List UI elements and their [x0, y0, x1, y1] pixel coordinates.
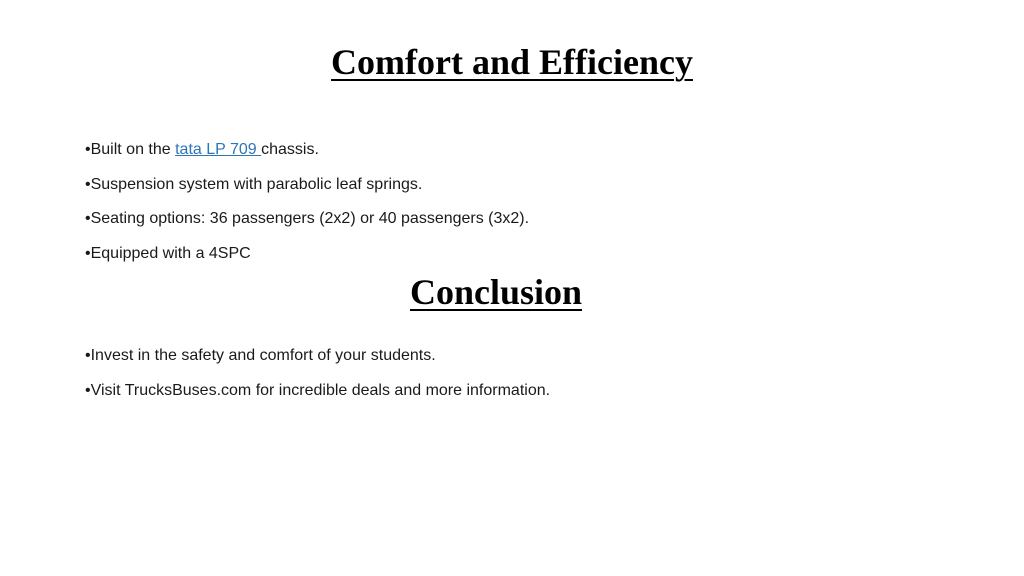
list-item: •Seating options: 36 passengers (2x2) or 40 passengers (3x2). [85, 210, 530, 227]
list-item [85, 141, 529, 176]
list-item: •Equipped with a 4SPC [85, 244, 251, 262]
comfort-bullet-list [85, 141, 529, 279]
bullet-text-suffix: chassis. [261, 141, 319, 158]
section-title-comfort-efficiency: Comfort and Efficiency [331, 42, 693, 82]
bullet-text-prefix: •Built on the [85, 141, 176, 158]
list-item: •Suspension system with parabolic leaf springs. [85, 175, 423, 193]
list-item: •Visit TrucksBuses.com for incredible deals and more information. [85, 381, 551, 399]
list-item: •Invest in the safety and comfort of your students. [85, 347, 436, 364]
conclusion-bullet-list [85, 347, 550, 416]
section-title-conclusion: Conclusion [409, 272, 583, 312]
tata-lp-709-link[interactable]: tata LP 709 [175, 141, 262, 158]
